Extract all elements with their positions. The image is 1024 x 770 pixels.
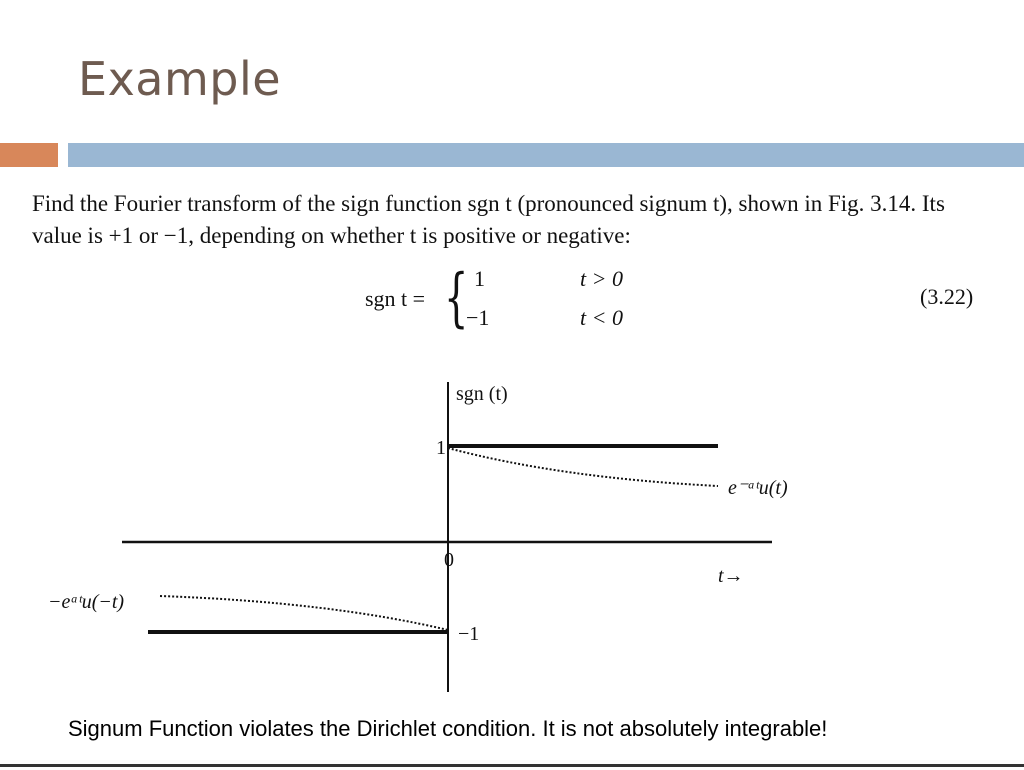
- equation-lhs: sgn t =: [365, 286, 426, 311]
- case1-condition: t > 0: [580, 266, 623, 291]
- case2-condition: t < 0: [580, 305, 623, 330]
- header-bar: [68, 143, 1024, 167]
- slide-title: Example: [78, 52, 282, 106]
- caption: Signum Function violates the Dirichlet condition. It is not absolutely integrable!: [68, 716, 828, 741]
- signum-figure: [0, 370, 1024, 700]
- equation-number: (3.22): [920, 284, 974, 309]
- x-axis-label: t→: [718, 565, 744, 587]
- tick-zero: 0: [444, 549, 454, 571]
- rising-exponential-curve: [160, 596, 448, 630]
- decaying-exponential-label: e⁻ᵃᵗu(t): [728, 477, 788, 499]
- equation-brace: {: [444, 261, 469, 335]
- case2-value: −1: [466, 305, 490, 330]
- tick-one: 1: [436, 437, 446, 459]
- tick-minus-one: −1: [458, 623, 480, 645]
- bottom-rule: [0, 764, 1024, 767]
- rising-exponential-label: −eᵃᵗu(−t): [48, 591, 125, 613]
- y-axis-label: sgn (t): [456, 383, 508, 405]
- accent-bar: [0, 143, 58, 167]
- case1-value: 1: [474, 266, 485, 291]
- decaying-exponential-curve: [448, 448, 718, 486]
- problem-text: Find the Fourier transform of the sign function sgn t (pronounced signum t), shown in Fig. 3.14. Its value is +1 or −1, depending on whether t is positive or negative:: [32, 191, 945, 248]
